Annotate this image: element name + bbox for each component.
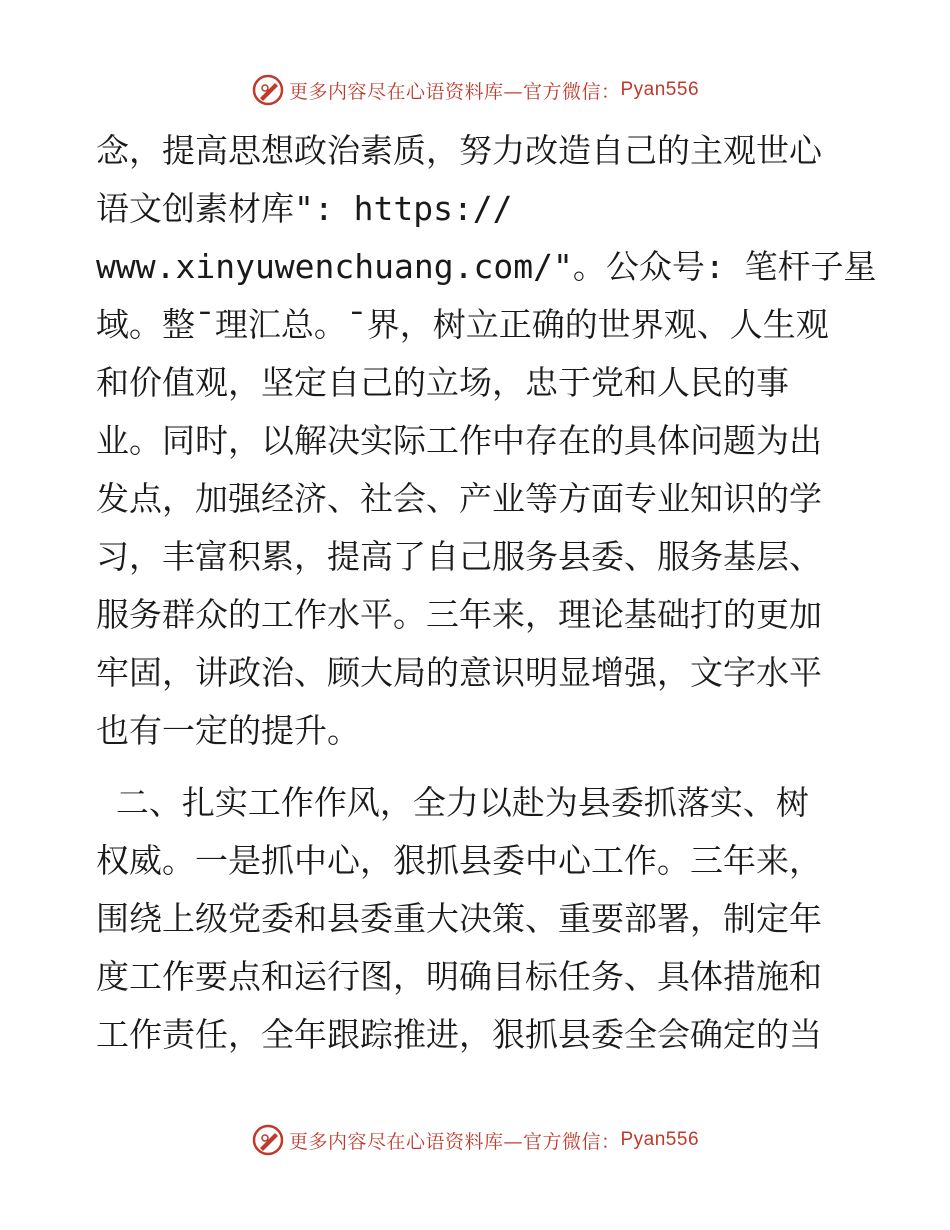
text-line: 围绕上级党委和县委重大决策、重要部署，制定年 bbox=[96, 899, 822, 938]
text-line: 习，丰富积累，提高了自己服务县委、服务基层、 bbox=[96, 537, 822, 576]
text-line: 服务群众的工作水平。三年来，理论基础打的更加 bbox=[96, 595, 822, 634]
text-line: 二、扎实工作作风，全力以赴为县委抓落实、树 bbox=[96, 783, 809, 822]
header-wechat-id: Pyan556 bbox=[620, 79, 700, 100]
pen-logo-icon bbox=[251, 1123, 285, 1157]
paragraph-2 bbox=[96, 774, 856, 1064]
text-line: 域。整¯理汇总。¯界，树立正确的世界观、人生观 bbox=[96, 305, 829, 344]
pen-logo-icon bbox=[251, 73, 285, 107]
header-banner-text: 更多内容尽在心语资料库—官方微信： bbox=[288, 80, 621, 103]
paragraph-gap bbox=[96, 760, 856, 774]
text-line: 也有一定的提升。 bbox=[96, 711, 360, 750]
text-line: 工作责任，全年跟踪推进，狠抓县委全会确定的当 bbox=[96, 1015, 822, 1054]
text-line: 度工作要点和运行图，明确目标任务、具体措施和 bbox=[96, 957, 822, 996]
text-line: 语文创素材库": https:// bbox=[96, 189, 513, 228]
text-line: www.xinyuwenchuang.com/"。公众号: 笔杆子星 bbox=[96, 247, 877, 286]
text-line: 发点，加强经济、社会、产业等方面专业知识的学 bbox=[96, 479, 822, 518]
footer-banner bbox=[0, 1120, 950, 1160]
text-line: 念，提高思想政治素质，努力改造自己的主观世心 bbox=[96, 131, 822, 170]
footer-wechat-id: Pyan556 bbox=[620, 1129, 700, 1150]
text-line: 和价值观，坚定自己的立场，忠于党和人民的事 bbox=[96, 363, 789, 402]
paragraph-1 bbox=[96, 122, 877, 760]
document-body bbox=[96, 122, 877, 1064]
header-banner bbox=[0, 70, 950, 110]
text-line: 权威。一是抓中心，狠抓县委中心工作。三年来， bbox=[96, 841, 822, 880]
text-line: 牢固，讲政治、顾大局的意识明显增强，文字水平 bbox=[96, 653, 822, 692]
text-line: 业。同时，以解决实际工作中存在的具体问题为出 bbox=[96, 421, 822, 460]
footer-banner-text: 更多内容尽在心语资料库—官方微信： bbox=[288, 1130, 621, 1153]
